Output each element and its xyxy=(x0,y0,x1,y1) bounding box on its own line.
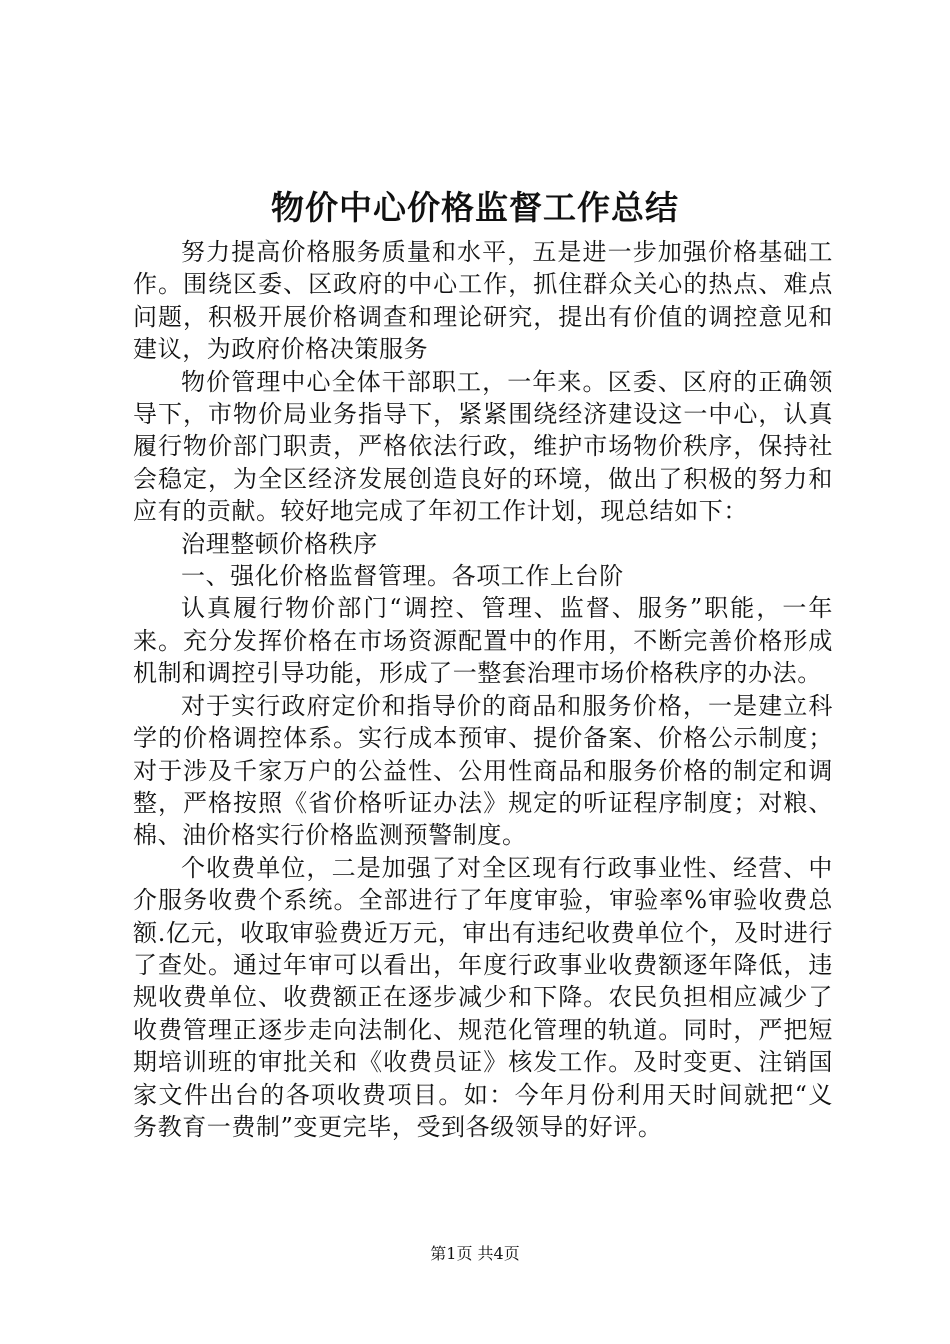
paragraph: 个收费单位，二是加强了对全区现有行政事业性、经营、中介服务收费个系统。全部进行了年度审验，审验率%审验收费总额.亿元，收取审验费近万元，审出有违纪收费单位个，及时进行了查处。通过年审可以看出，年度行政事业收费额逐年降低，违规收费单位、收费额正在逐步减少和下降。农民负担相应减少了收费管理正逐步走向法制化、规范化管理的轨道。同时，严把短期培训班的审批关和《收费员证》核发工作。及时变更、注销国家文件出台的各项收费项目。如：今年月份利用天时间就把“义务教育一费制”变更完毕，受到各级领导的好评。 xyxy=(133,853,833,1141)
paragraph: 努力提高价格服务质量和水平，五是进一步加强价格基础工作。围绕区委、区政府的中心工作，抓住群众关心的热点、难点问题，积极开展价格调查和理论研究，提出有价值的调控意见和建议，为政府价格决策服务 xyxy=(133,238,833,364)
page-footer: 第1页 共4页 xyxy=(430,1244,520,1263)
document-body xyxy=(133,236,833,1143)
paragraph: 对于实行政府定价和指导价的商品和服务价格，一是建立科学的价格调控体系。实行成本预审、提价备案、价格公示制度；对于涉及千家万户的公益性、公用性商品和服务价格的制定和调整，严格按照《省价格听证办法》规定的听证程序制度；对粮、棉、油价格实行价格监测预警制度。 xyxy=(133,691,833,850)
paragraph: 认真履行物价部门“调控、管理、监督、服务”职能，一年来。充分发挥价格在市场资源配置中的作用，不断完善价格形成机制和调控引导功能，形成了一整套治理市场价格秩序的办法。 xyxy=(133,594,833,688)
paragraph: 物价管理中心全体干部职工，一年来。区委、区府的正确领导下，市物价局业务指导下，紧紧围绕经济建设这一中心，认真履行物价部门职责，严格依法行政，维护市场物价秩序，保持社会稳定，为全区经济发展创造良好的环境，做出了积极的努力和应有的贡献。较好地完成了年初工作计划，现总结如下： xyxy=(133,367,833,526)
document-title: 物价中心价格监督工作总结 xyxy=(271,188,679,227)
section-heading: 治理整顿价格秩序 xyxy=(181,529,378,558)
section-heading: 一、强化价格监督管理。各项工作上台阶 xyxy=(181,562,624,591)
